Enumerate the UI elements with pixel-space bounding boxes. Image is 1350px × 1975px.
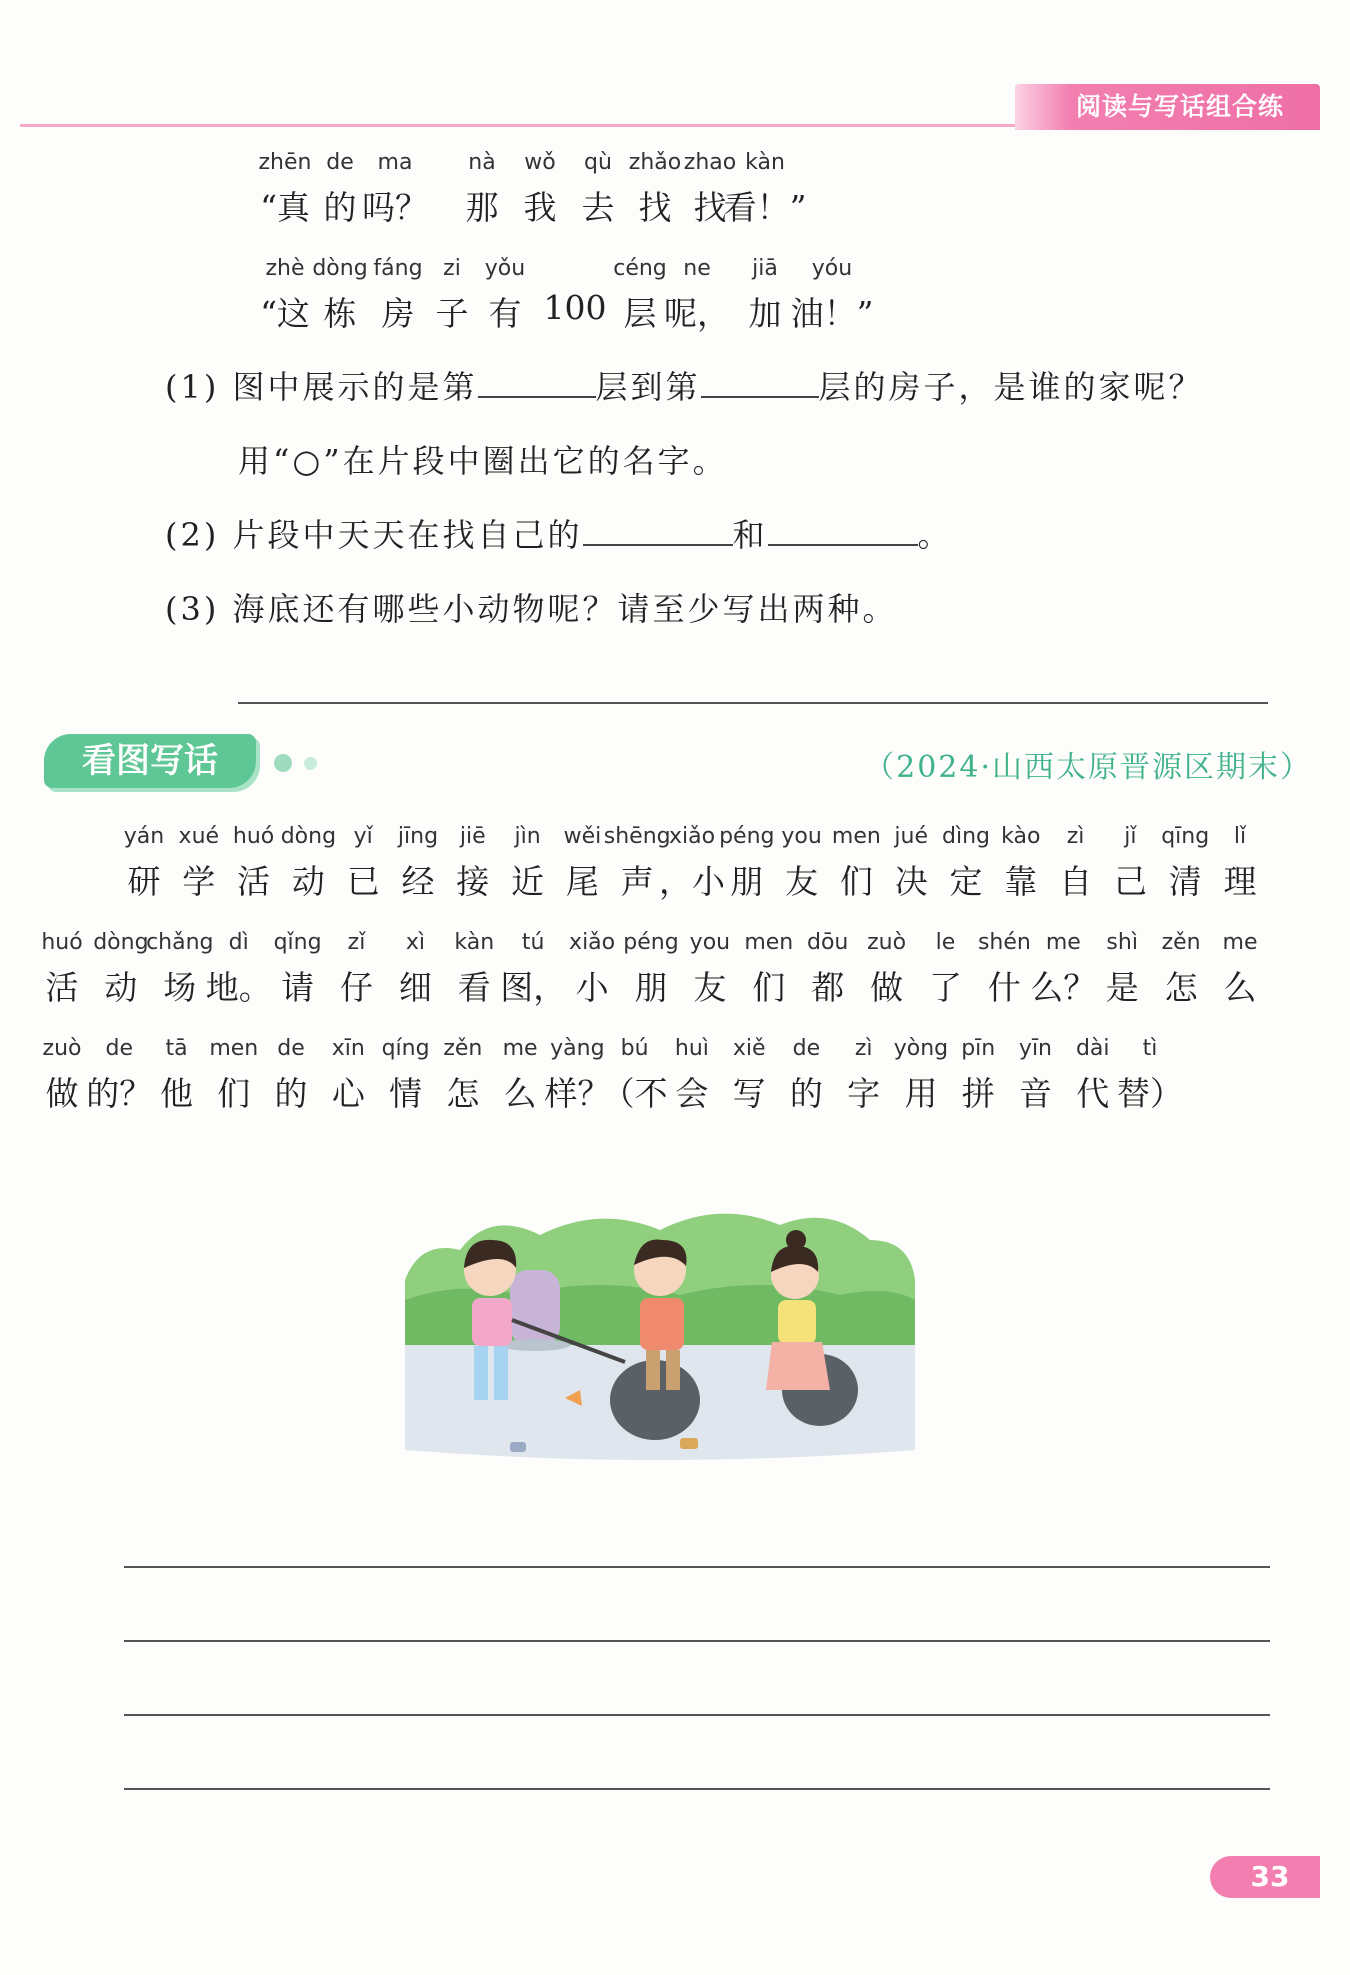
pinyin: qíng <box>381 1036 430 1061</box>
hanzi: 代 <box>1076 1074 1110 1113</box>
pinyin: men <box>744 930 794 955</box>
decor-dot-2 <box>304 757 317 770</box>
hanzi: 地。 <box>205 968 272 1007</box>
hanzi: 清 <box>1168 862 1202 901</box>
pinyin: tì <box>1142 1036 1158 1061</box>
pinyin: jiā <box>752 256 778 281</box>
pinyin: jǐ <box>1124 824 1137 849</box>
hanzi: 么 <box>1223 968 1257 1007</box>
hanzi: “真 <box>260 188 310 227</box>
hanzi: 友 <box>693 968 727 1007</box>
pinyin: de <box>277 1036 305 1061</box>
question-1-text-c: 层的房子，是谁的家呢？ <box>818 368 1204 406</box>
hanzi: 朋 <box>730 862 764 901</box>
pinyin: yán <box>123 824 165 849</box>
pinyin: zì <box>854 1036 873 1061</box>
hanzi: 动 <box>104 968 138 1007</box>
pinyin: jiē <box>459 824 486 849</box>
pinyin: xì <box>405 930 425 955</box>
question-2 <box>165 510 953 556</box>
writing-answer-line-3[interactable] <box>124 1714 1270 1716</box>
pinyin: yǐ <box>353 824 373 849</box>
pinyin: péng <box>719 824 775 849</box>
pinyin: yòng <box>893 1036 949 1061</box>
hanzi: 做 <box>870 968 904 1007</box>
pinyin: de <box>326 150 354 175</box>
pinyin: zhao <box>683 150 737 175</box>
hanzi: 呢， <box>664 294 730 333</box>
hanzi: 情 <box>389 1074 423 1113</box>
hanzi: 学 <box>182 862 216 901</box>
hanzi: 么？ <box>1030 968 1097 1007</box>
hanzi: 了 <box>929 968 962 1007</box>
writing-answer-line-1[interactable] <box>124 1566 1270 1568</box>
pinyin: kàn <box>454 930 495 955</box>
pinyin: xīn <box>331 1036 365 1061</box>
answer-blank-start-floor[interactable] <box>478 368 596 398</box>
hanzi: 们 <box>752 968 786 1007</box>
hanzi: 都 <box>811 968 845 1007</box>
pinyin: yàng <box>550 1036 605 1061</box>
hanzi: 们 <box>217 1074 251 1113</box>
hanzi: 已 <box>346 862 380 901</box>
pinyin: dìng <box>942 824 990 849</box>
hanzi: 去 <box>581 188 615 227</box>
hanzi: 的 <box>274 1074 308 1113</box>
hanzi: 找 <box>638 188 672 227</box>
hanzi: 尾 <box>565 862 599 901</box>
hanzi: 自 <box>1059 862 1093 901</box>
hanzi: 决 <box>894 862 928 901</box>
pinyin: zhè <box>265 256 305 281</box>
pinyin: tú <box>521 930 545 955</box>
hanzi: “这 <box>260 294 310 333</box>
hanzi: 靠 <box>1004 862 1038 901</box>
pinyin: shì <box>1106 930 1138 955</box>
hanzi: 吗？ <box>362 188 428 227</box>
pinyin: fáng <box>373 256 423 281</box>
pinyin: xué <box>178 824 220 849</box>
hanzi: 定 <box>949 862 983 901</box>
pinyin: you <box>781 824 822 849</box>
pinyin: pīn <box>961 1036 996 1061</box>
litter-can-icon <box>680 1438 698 1449</box>
pinyin: dài <box>1075 1036 1110 1061</box>
pinyin: huì <box>674 1036 709 1061</box>
hanzi: 字 <box>847 1074 881 1113</box>
hanzi: 替） <box>1117 1074 1183 1113</box>
hanzi: 用 <box>904 1074 938 1113</box>
hanzi: 小 <box>575 968 609 1007</box>
pinyin: qù <box>584 150 612 175</box>
pinyin: huó <box>41 930 83 955</box>
pinyin: jìn <box>514 824 541 849</box>
question-1 <box>165 362 1204 408</box>
hanzi: 层 <box>623 294 657 333</box>
hanzi: 看！” <box>723 188 807 227</box>
hanzi: 图， <box>500 968 567 1007</box>
header-title: 阅读与写话组合练 <box>1075 92 1284 121</box>
pinyin: zuò <box>867 930 907 955</box>
hanzi: 写 <box>732 1074 766 1113</box>
pinyin: zhēn <box>258 150 312 175</box>
hanzi: 子 <box>435 294 469 333</box>
pinyin: dòng <box>280 824 337 849</box>
pinyin: shén <box>977 930 1031 955</box>
pinyin: lǐ <box>1233 824 1247 849</box>
hanzi: 活 <box>237 862 271 901</box>
hanzi: 理 <box>1223 862 1257 901</box>
hanzi: 油！” <box>790 294 874 333</box>
hanzi: 场 <box>163 968 197 1007</box>
pinyin: zěn <box>443 1036 483 1061</box>
pinyin: huó <box>232 824 275 849</box>
pinyin: dì <box>228 930 249 955</box>
question-1-instruction: 用“○”在片段中圈出它的名字。 <box>238 442 728 480</box>
pinyin: le <box>935 930 956 955</box>
hanzi: 的 <box>789 1074 823 1113</box>
hanzi: 看 <box>457 968 491 1007</box>
pinyin: xiǎo <box>668 824 716 849</box>
pinyin: dòng <box>93 930 149 955</box>
pinyin: wǒ <box>524 150 556 175</box>
pinyin: chǎng <box>146 930 214 955</box>
question-2-text-c: 。 <box>917 516 953 554</box>
hanzi: 找 <box>693 188 727 227</box>
hanzi: 细 <box>398 968 432 1007</box>
litter-can-icon <box>510 1442 526 1452</box>
hanzi: 怎 <box>446 1074 480 1113</box>
pinyin: men <box>831 824 881 849</box>
question-1-text-b: 层到第 <box>595 368 701 406</box>
pinyin: me <box>1222 930 1258 955</box>
hanzi: 的 <box>323 188 357 227</box>
hanzi: 友 <box>785 862 819 901</box>
hanzi: 动 <box>291 862 325 901</box>
question-3: (3) 海底还有哪些小动物呢？请至少写出两种。 <box>165 590 898 628</box>
pinyin: jīng <box>397 824 439 849</box>
hanzi: 仔 <box>340 968 373 1007</box>
pinyin: wěi <box>563 824 602 849</box>
pinyin: bú <box>620 1036 649 1061</box>
pinyin: ma <box>377 150 413 175</box>
pinyin: yóu <box>811 256 853 281</box>
pinyin: qǐng <box>273 930 322 955</box>
hanzi: 会 <box>675 1074 709 1113</box>
hanzi: 拼 <box>961 1074 995 1113</box>
pinyin: me <box>1045 930 1081 955</box>
pinyin: kàn <box>745 150 785 175</box>
page-number: 33 <box>1250 1860 1290 1893</box>
writing-answer-line-2[interactable] <box>124 1640 1270 1642</box>
hanzi: 那 <box>465 188 499 227</box>
pinyin: nà <box>468 150 496 175</box>
hanzi: （不 <box>601 1074 668 1113</box>
pinyin: péng <box>623 930 679 955</box>
hanzi: 己 <box>1113 862 1147 901</box>
hanzi: 他 <box>160 1074 194 1113</box>
section-badge-label: 看图写话 <box>82 741 218 781</box>
illustration-children-cleaning <box>400 1150 920 1480</box>
question-2-text-b: 和 <box>732 516 768 554</box>
pinyin: jué <box>894 824 928 849</box>
hanzi: 音 <box>1018 1074 1052 1113</box>
hanzi: 我 <box>523 188 557 227</box>
pinyin: zì <box>1066 824 1085 849</box>
pinyin: yīn <box>1018 1036 1053 1061</box>
hanzi: 怎 <box>1164 968 1198 1007</box>
question-2-text-a: (2) 片段中天天在找自己的 <box>165 516 583 554</box>
hanzi: 研 <box>127 862 161 901</box>
hanzi: 有 <box>488 294 522 333</box>
hanzi: 是 <box>1105 968 1139 1007</box>
hanzi: 近 <box>511 862 545 901</box>
pinyin: zǐ <box>347 930 366 955</box>
hanzi: 什 <box>987 968 1021 1007</box>
hanzi: 声 <box>620 862 654 901</box>
pinyin: yǒu <box>484 256 526 281</box>
question-1-text-a: (1) 图中展示的是第 <box>165 368 478 406</box>
pinyin: ne <box>683 256 711 281</box>
hanzi: 房 <box>381 294 415 333</box>
hanzi: 100 <box>543 288 607 327</box>
pinyin: zhǎo <box>628 150 682 175</box>
pinyin: xiě <box>732 1036 766 1061</box>
writing-answer-line-4[interactable] <box>124 1788 1270 1790</box>
pinyin: tā <box>165 1036 188 1061</box>
pinyin: de <box>792 1036 821 1061</box>
hanzi: ，小 <box>659 862 725 901</box>
pinyin: de <box>105 1036 133 1061</box>
answer-blank-end-floor[interactable] <box>701 368 819 398</box>
answer-blank-item-2[interactable] <box>768 516 918 546</box>
hanzi: 们 <box>839 862 873 901</box>
hanzi: 活 <box>45 968 79 1007</box>
pinyin: dōu <box>807 930 849 955</box>
hanzi: 做 <box>45 1074 79 1113</box>
exam-source: （2024·山西太原晋源区期末） <box>864 750 1312 785</box>
hanzi: 么 <box>503 1074 537 1113</box>
hanzi: 样？ <box>544 1074 611 1113</box>
answer-line-q3[interactable] <box>238 702 1268 704</box>
pinyin: qīng <box>1161 824 1210 849</box>
hanzi: 的？ <box>86 1074 153 1113</box>
hanzi: 加 <box>748 294 782 333</box>
pinyin: zěn <box>1161 930 1201 955</box>
pinyin: kào <box>1001 824 1041 849</box>
hanzi: 朋 <box>634 968 668 1007</box>
pinyin: zuò <box>42 1036 82 1061</box>
pinyin: dòng <box>312 256 368 281</box>
pinyin: xiǎo <box>569 930 616 955</box>
hanzi: 请 <box>281 968 315 1007</box>
hanzi: 心 <box>331 1074 365 1113</box>
hanzi: 接 <box>456 862 490 901</box>
pinyin: men <box>209 1036 259 1061</box>
hanzi: 栋 <box>323 294 357 333</box>
answer-blank-item-1[interactable] <box>583 516 733 546</box>
pinyin: shēng <box>603 824 671 849</box>
hanzi: 经 <box>401 862 435 901</box>
pinyin: zi <box>443 256 461 281</box>
pinyin: céng <box>613 256 667 281</box>
decor-dot-1 <box>274 754 292 772</box>
pinyin: you <box>689 930 731 955</box>
pinyin: me <box>502 1036 538 1061</box>
